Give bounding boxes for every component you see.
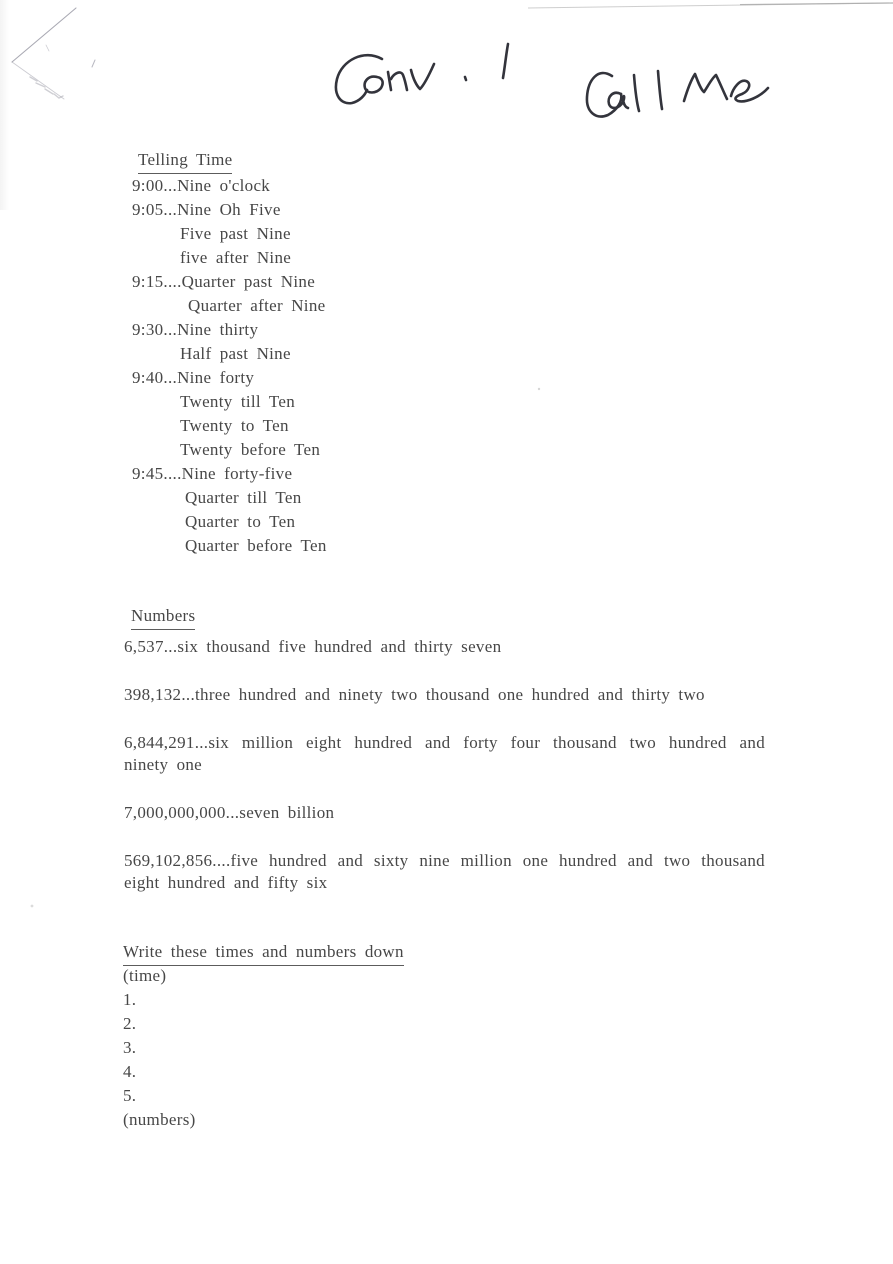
time-line: Quarter after Nine <box>188 296 326 315</box>
handwritten-conv-1 <box>336 44 508 103</box>
time-line: 9:00...Nine o'clock <box>132 176 271 195</box>
number-item <box>124 684 765 706</box>
number-item-line: 6,537...six thousand five hundred and thirty seven <box>124 637 502 656</box>
handwritten-letter-C2 <box>587 73 621 116</box>
scan-edge-line <box>528 3 893 8</box>
time-line: Twenty till Ten <box>180 392 296 411</box>
exercise-blank-3: 3. <box>123 1038 137 1057</box>
handwritten-letter-n <box>388 72 407 90</box>
exercise-heading-text: Write these times and numbers down <box>123 940 404 966</box>
time-line: Quarter till Ten <box>185 488 302 507</box>
number-item-line: 569,102,856....five hundred and sixty nine million one hundred and two thousand <box>124 851 765 870</box>
number-item-line: eight hundred and fifty six <box>124 873 328 892</box>
handwritten-letter-C <box>336 55 382 103</box>
numbers-section <box>124 604 765 894</box>
exercise-blank-1: 1. <box>123 990 137 1009</box>
time-line: Twenty to Ten <box>180 416 289 435</box>
number-item <box>124 802 765 824</box>
number-item-line: 6,844,291...six million eight hundred and forty four thousand two hundred and <box>124 733 765 752</box>
time-line: 9:30...Nine thirty <box>132 320 259 339</box>
time-line: 9:45....Nine forty-five <box>132 464 293 483</box>
time-line: Half past Nine <box>180 344 291 363</box>
time-line: 9:15....Quarter past Nine <box>132 272 316 291</box>
handwritten-digit-1 <box>503 44 508 78</box>
exercise-heading <box>123 940 404 964</box>
number-item <box>124 732 765 776</box>
page-fold-crease <box>12 8 95 99</box>
handwritten-call-me <box>587 71 768 116</box>
telling-time-heading <box>138 148 327 174</box>
handwritten-letter-l1 <box>634 75 639 111</box>
time-line: 9:05...Nine Oh Five <box>132 200 281 219</box>
time-line: 9:40...Nine forty <box>132 368 255 387</box>
handwritten-letter-o <box>365 77 383 93</box>
time-line: Twenty before Ten <box>180 440 321 459</box>
time-line: five after Nine <box>180 248 292 267</box>
number-item <box>124 636 765 658</box>
number-item-line: 398,132...three hundred and ninety two thousand one hundred and thirty two <box>124 685 705 704</box>
handwritten-letter-a <box>609 93 628 108</box>
exercise-label-numbers: (numbers) <box>123 1110 196 1129</box>
number-item-line: ninety one <box>124 755 203 774</box>
handwritten-letter-e <box>731 81 768 102</box>
exercise-blank-2: 2. <box>123 1014 137 1033</box>
scan-edge-shading <box>0 0 9 210</box>
telling-time-section <box>132 148 327 558</box>
numbers-heading <box>131 604 765 636</box>
exercise-label-time: (time) <box>123 966 167 985</box>
handwritten-letter-l2 <box>658 71 662 109</box>
handwritten-period <box>465 77 466 80</box>
exercise-section <box>123 940 404 1132</box>
handwritten-letter-M <box>684 74 727 101</box>
exercise-blank-4: 4. <box>123 1062 137 1081</box>
pencil-scribble <box>30 77 63 98</box>
time-line: Quarter before Ten <box>185 536 327 555</box>
numbers-heading-text: Numbers <box>131 604 195 630</box>
number-item <box>124 850 765 894</box>
exercise-blank-5: 5. <box>123 1086 137 1105</box>
handwritten-letter-v <box>411 64 434 89</box>
number-item-line: 7,000,000,000...seven billion <box>124 803 335 822</box>
telling-time-heading-text: Telling Time <box>138 148 232 174</box>
time-line: Five past Nine <box>180 224 291 243</box>
time-line: Quarter to Ten <box>185 512 296 531</box>
